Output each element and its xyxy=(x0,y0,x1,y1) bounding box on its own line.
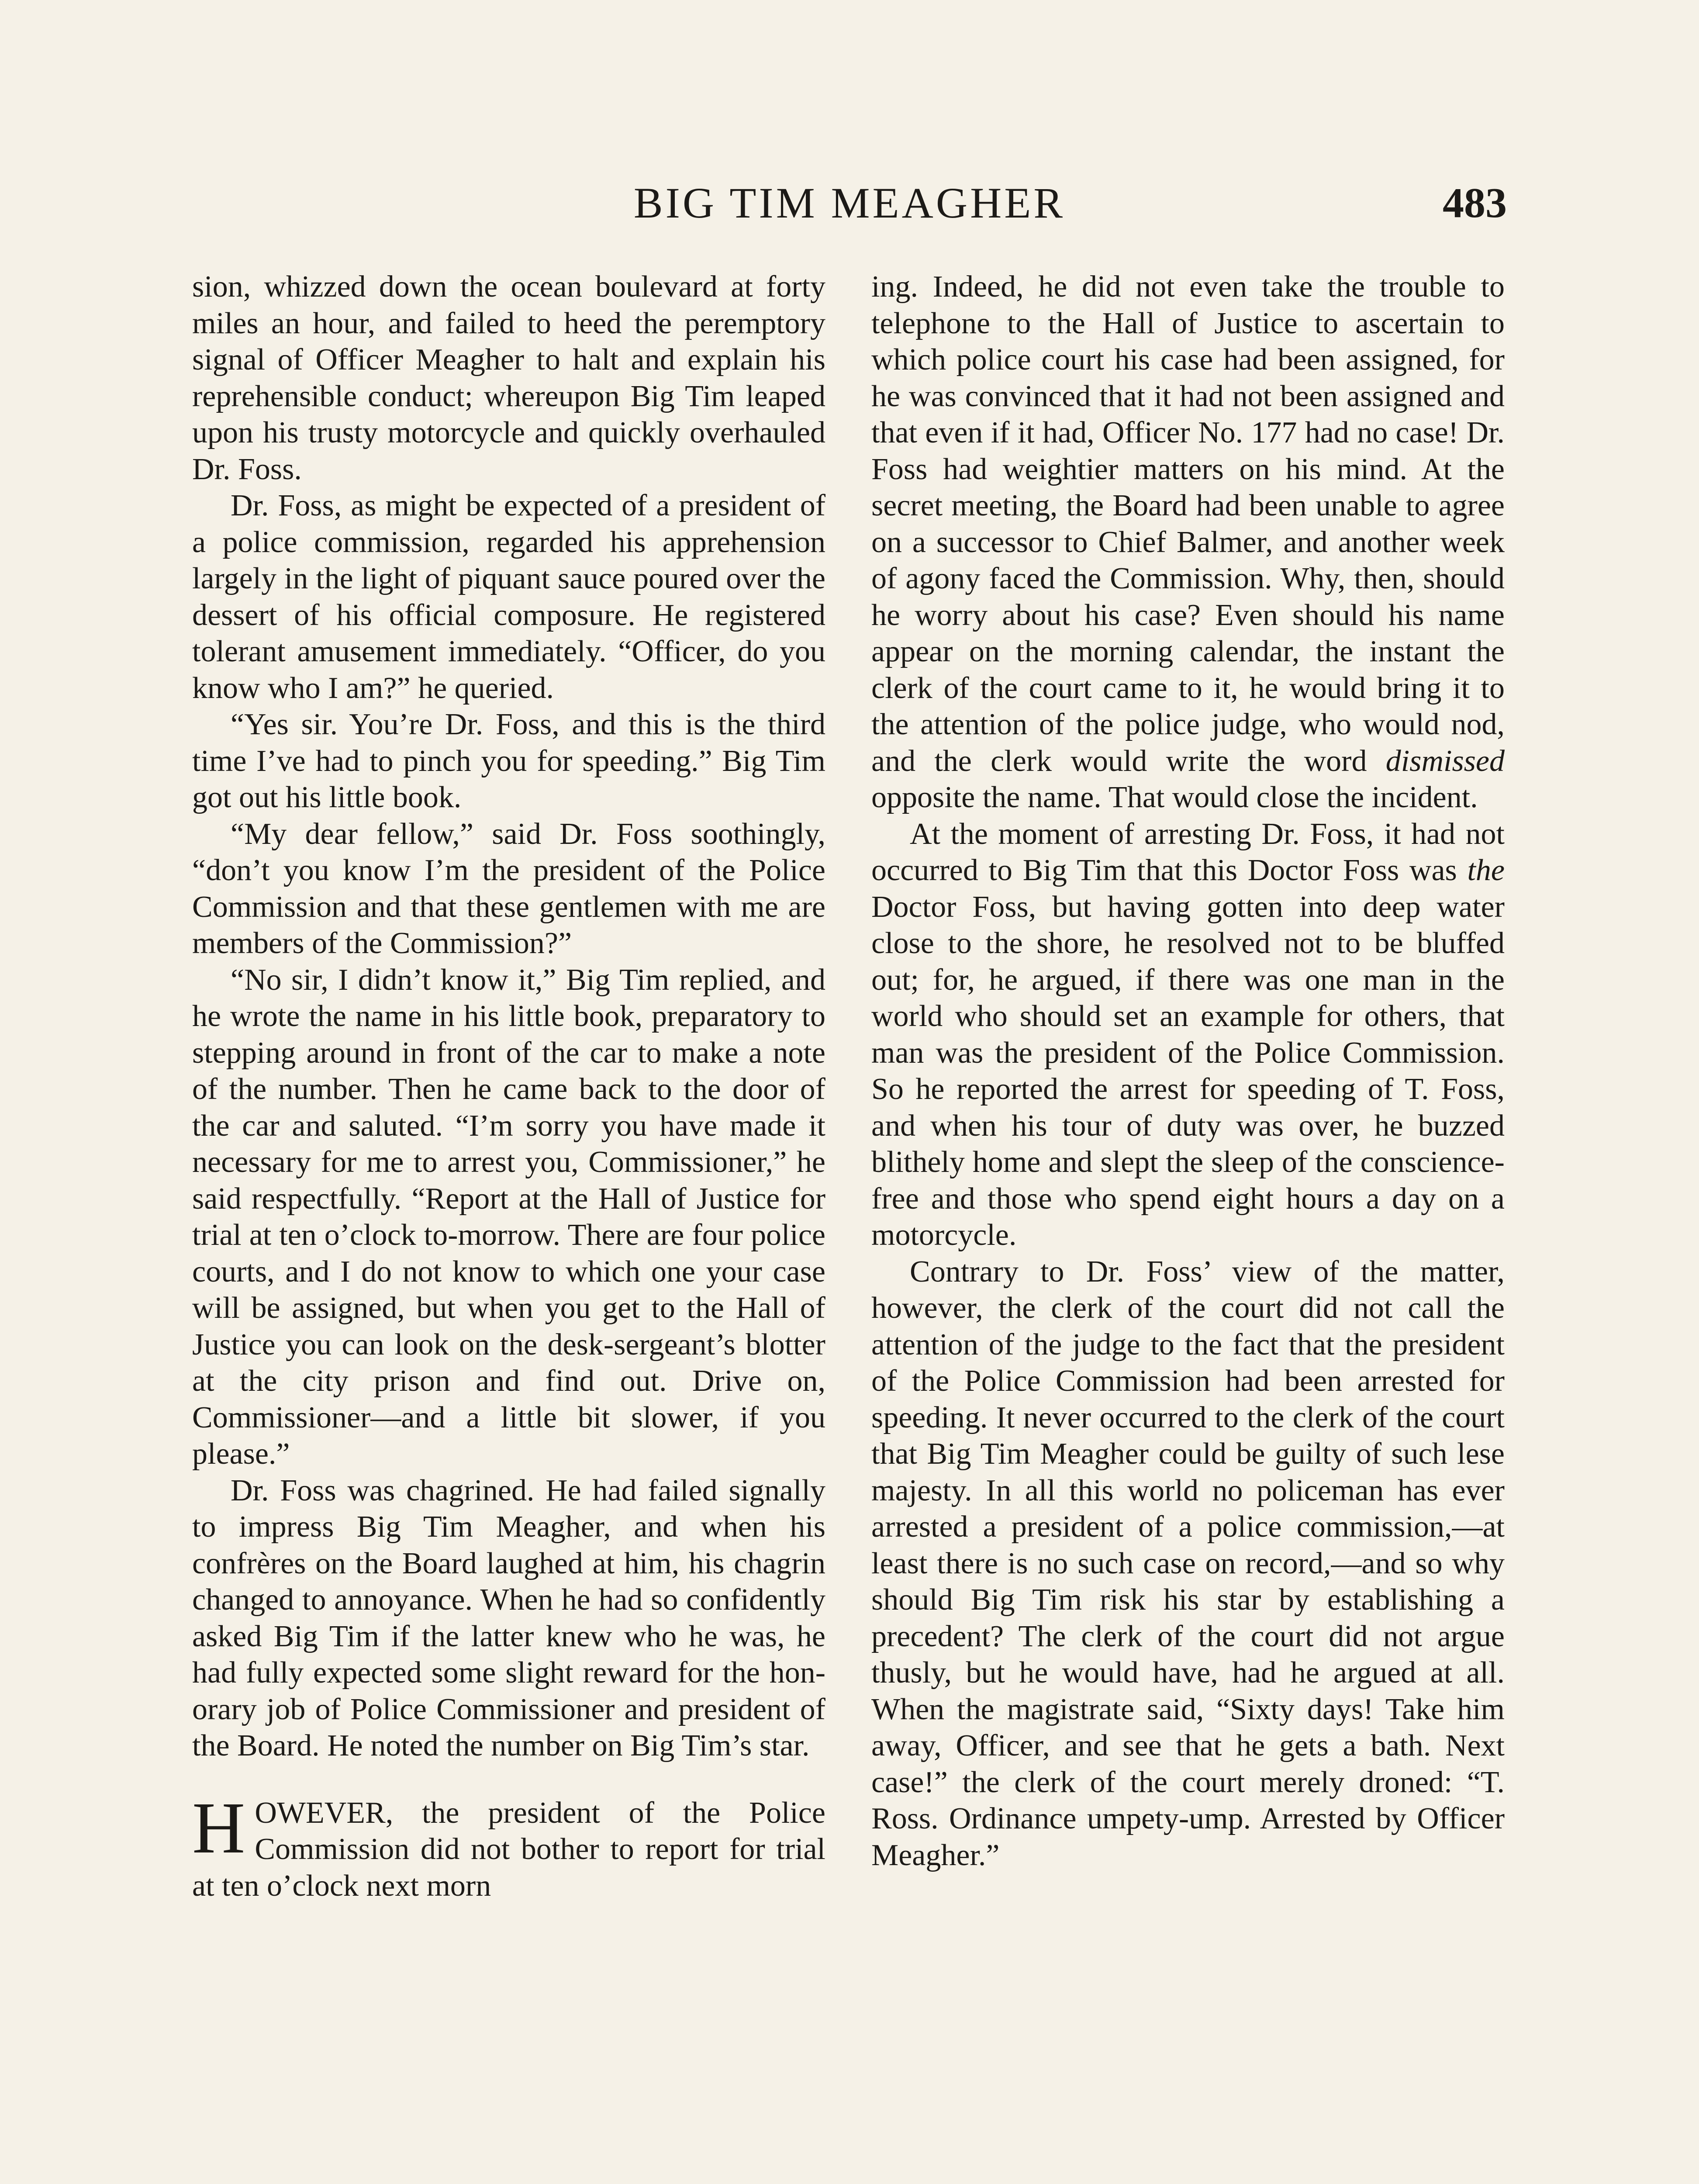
italic-word: dismissed xyxy=(1385,744,1505,778)
page-number: 483 xyxy=(1443,180,1507,227)
paragraph-text: Doctor Foss, but having gotten into deep water close to the shore, he resolved not to be bluffed out; for, he argued, if there was one man in the world who should set an example for others, that man was the president of the Police Commission. So he reported the arrest for speeding of T. Foss, and when his tour of duty was over, he buzzed blithely home and slept the sleep of the conscience-free and those who spend eight hours a day on a motorcycle. xyxy=(871,890,1505,1252)
paragraph-text: At the moment of arresting Dr. Foss, it had not occurred to Big Tim that this Doctor Foss was xyxy=(871,817,1505,887)
paragraph-text: ing. Indeed, he did not even take the trouble to telephone to the Hall of Justice to ascertain to which police court his case had been assigned, for he was convinced that it had not been assigned and that even if it had, Officer No. 177 had no case! Dr. Foss had weightier matters on his mind. At the secret meeting, the Board had been unable to agree on a successor to Chief Balmer, and another week of agony faced the Commission. Why, then, should he worry about his case? Even should his name appear on the morning calendar, the instant the clerk of the court came to it, he would bring it to the attention of the police judge, who would nod, and the clerk would write the word xyxy=(871,270,1505,778)
paragraph: “Yes sir. You’re Dr. Foss, and this is the third time I’ve had to pinch you for speeding.” Big Tim got out his little book. xyxy=(192,708,825,814)
paragraph xyxy=(871,816,1505,1254)
paragraph-text: opposite the name. That would close the incident. xyxy=(871,781,1478,814)
drop-cap: H xyxy=(192,1787,245,1869)
left-column xyxy=(192,269,825,1904)
paragraph: Contrary to Dr. Foss’ view of the matter, however, the clerk of the court did not call the attention of the judge to the fact that the president of the Police Commission had been arrested for speeding. It never occurred to the clerk of the court that Big Tim Meagher could be guilty of such lese majesty. In all this world no policeman has ever arrested a president of a police commission,—at least there is no such case on record,—and so why should Big Tim risk his star by establishing a precedent? The clerk of the court did not argue thusly, but he would have, had he argued at all. When the magistrate said, “Sixty days! Take him away, Officer, and see that he gets a bath. Next case!” the clerk of the court merely droned: “T. Ross. Ordinance umpety-ump. Arrested by Officer Meagher.” xyxy=(871,1254,1505,1872)
paragraph xyxy=(871,269,1505,816)
paragraph: Dr. Foss was chagrined. He had failed signally to impress Big Tim Meagher, and when his confrères on the Board laughed at him, his chagrin changed to annoyance. When he had so confidently asked Big Tim if the latter knew who he was, he had fully expected some slight reward for the honorary job of Police Commissioner and president of the Board. He noted the number on Big Tim’s star. xyxy=(192,1473,825,1762)
running-title: BIG TIM MEAGHER xyxy=(633,179,1066,227)
paragraph: “My dear fellow,” said Dr. Foss soothingly, “don’t you know I’m the president of the Police Commission and that these gentlemen with me are members of the Commission?” xyxy=(192,817,825,960)
right-column xyxy=(871,269,1505,1873)
section-opening-paragraph xyxy=(192,1787,825,1904)
page-header xyxy=(192,175,1507,232)
section-opening-text: OWEVER, the president of the Police Commission did not bother to report for trial at ten o’clock next morn xyxy=(192,1796,825,1903)
paragraph: “No sir, I didn’t know it,” Big Tim replied, and he wrote the name in his little book, preparatory to stepping around in front of the car to make a note of the number. Then he came back to the door of the car and saluted. “I’m sorry you have made it necessary for me to arrest you, Commissioner,” he said respectfully. “Report at the Hall of Justice for trial at ten o’clock to-morrow. There are four police courts, and I do not know to which one your case will be assigned, but when you get to the Hall of Justice you can look on the desk-sergeant’s blotter at the city prison and find out. Drive on, Commissioner—and a little bit slower, if you please.” xyxy=(192,963,825,1471)
paragraph: sion, whizzed down the ocean boulevard at forty miles an hour, and failed to heed the peremptory signal of Officer Meagher to halt and explain his reprehensible conduct; whereupon Big Tim leaped upon his trusty motorcycle and quickly overhauled Dr. Foss. xyxy=(192,270,825,486)
paragraph: Dr. Foss, as might be expected of a president of a police commission, regarded his apprehension largely in the light of piquant sauce poured over the dessert of his official composure. He registered tolerant amusement immediately. “Officer, do you know who I am?” he queried. xyxy=(192,489,825,705)
italic-word: the xyxy=(1467,854,1505,887)
